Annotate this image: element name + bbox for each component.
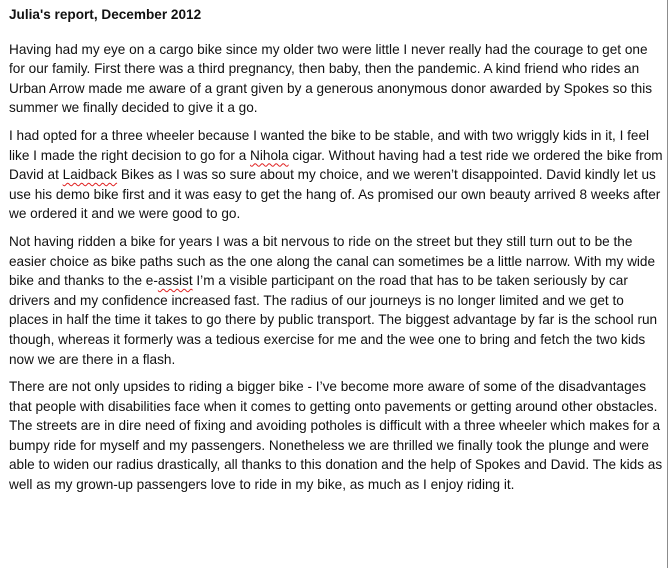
paragraph-text: Having had my eye on a cargo bike since my older two were little I never really had the courage to get one for our family. First there was a third pregnancy, then baby, then the pandemic. A kind friend who rides an Urban Arrow made me aware of a grant given by a generous anonymous donor awarded by Spokes so this summer we finally decided to give it a go. [9, 41, 653, 116]
misspelled-word: assist [157, 273, 193, 289]
document-body [9, 5, 665, 503]
report-paragraph-2 [9, 126, 665, 224]
page-edge-divider [667, 0, 668, 568]
paragraph-text: Bikes as I was so sure about my choice, and we weren’t disappointed. David kindly let us use his demo bike first and it was easy to get the hang of. As promised our own beauty arrived 8 weeks after we ordered it and we were good to go. [9, 167, 661, 222]
report-paragraph-1 [9, 40, 665, 118]
paragraph-text: There are not only upsides to riding a bigger bike - I’ve become more aware of some of the disadvantages that people with disabilities face when it comes to getting onto pavements or getting around other obstacles. The streets are in dire need of fixing and avoiding potholes is difficult with a three wheeler which makes for a bumpy ride for myself and my passengers. Nonetheless we are thrilled we finally took the plunge and were able to widen our radius drastically, all thanks to this donation and the help of Spokes and David. The kids as well as my grown-up passengers love to ride in my bike, as much as I enjoy riding it. [9, 379, 663, 493]
paragraph-text: Not having ridden a bike for years I was a bit nervous to ride on the street but they still turn out to be the easier choice as bike paths such as the one along the canal can sometimes be a little narrow. With my wide bike and thanks to the e- [9, 233, 656, 289]
paragraph-text: I had opted for a three wheeler because I wanted the bike to be stable, and with two wriggly kids in it, I feel like I made the right decision to go for a [9, 127, 650, 163]
report-paragraph-3 [9, 232, 665, 369]
misspelled-word: Laidback [62, 167, 118, 183]
paragraph-text: cigar. Without having had a test ride we ordered the bike from David at [9, 147, 663, 183]
report-paragraphs [9, 40, 665, 495]
report-title: Julia's report, December 2012 [9, 7, 202, 22]
paragraph-text: I’m a visible participant on the road that has to be taken seriously by car drivers and my confidence increased fast. The radius of our journeys is no longer limited and we get to places in half the time it takes to go there by public transport. The biggest advantage by far is the school run though, whereas it formerly was a tedious exercise for me and the wee one to bring and fetch the two kids now we are there in a flash. [9, 273, 658, 367]
misspelled-word: Nihola [250, 147, 289, 163]
report-paragraph-4 [9, 377, 665, 495]
